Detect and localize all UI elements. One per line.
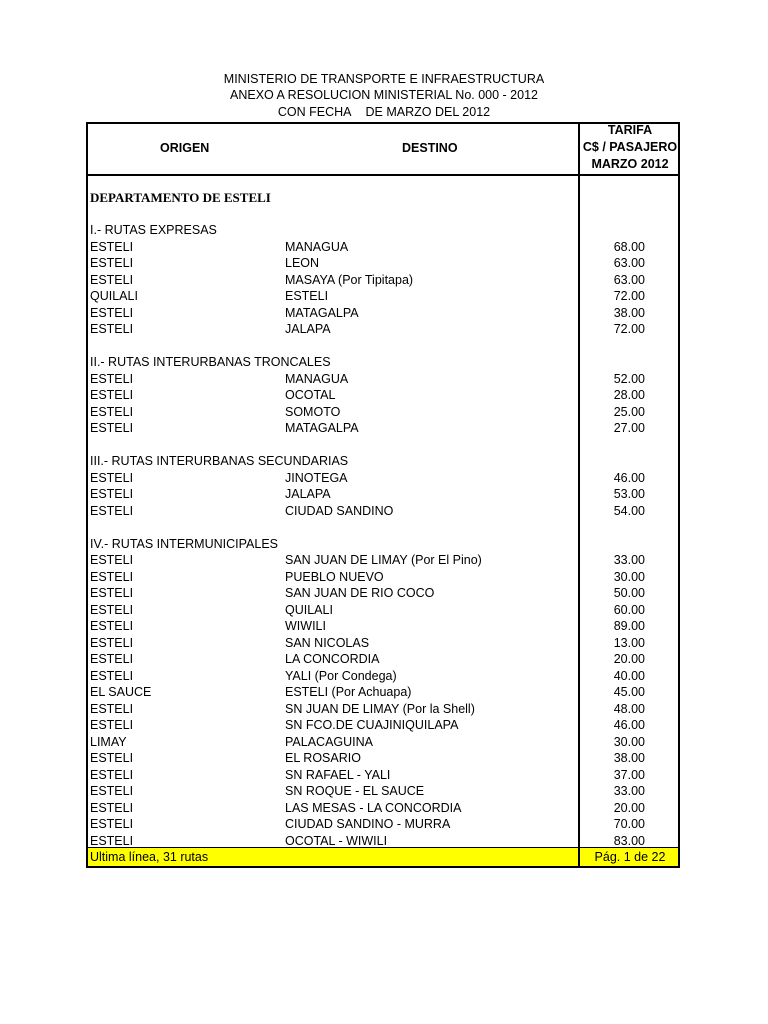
header-annex: ANEXO A RESOLUCION MINISTERIAL No. 000 - 2012 xyxy=(230,88,538,102)
destination-cell: JALAPA xyxy=(285,322,331,336)
fare-cell: 38.00 xyxy=(613,751,645,765)
destination-cell: PUEBLO NUEVO xyxy=(285,569,384,584)
header-date-label: CON FECHA xyxy=(277,105,352,119)
table-row xyxy=(88,420,678,437)
origin-cell: ESTELI xyxy=(90,553,134,567)
table-row xyxy=(88,486,678,503)
fare-cell: 13.00 xyxy=(613,635,645,650)
origin-cell: ESTELI xyxy=(90,718,134,732)
destination-cell: WIWILI xyxy=(285,619,326,633)
footer-page-number: Pág. 1 de 22 xyxy=(578,848,680,866)
origin-cell: ESTELI xyxy=(90,256,134,270)
table-row xyxy=(88,701,678,718)
section-label: III.- RUTAS INTERURBANAS SECUNDARIAS xyxy=(90,454,349,468)
origin-cell: ESTELI xyxy=(90,305,134,320)
destination-cell: QUILALI xyxy=(285,602,333,617)
destination-cell: CIUDAD SANDINO - MURRA xyxy=(285,817,451,831)
table-row xyxy=(88,668,678,685)
table-row xyxy=(88,717,678,734)
table-row xyxy=(88,816,678,833)
section-heading xyxy=(88,222,678,239)
origin-cell: ESTELI xyxy=(90,569,134,584)
tariff-table xyxy=(86,122,680,868)
blank-row xyxy=(88,338,678,355)
table-row xyxy=(88,750,678,767)
section-label: I.- RUTAS EXPRESAS xyxy=(90,223,217,237)
fare-cell: 68.00 xyxy=(613,239,645,254)
origin-cell: ESTELI xyxy=(90,767,134,782)
origin-cell: ESTELI xyxy=(90,421,134,435)
destination-cell: LA CONCORDIA xyxy=(285,652,380,666)
fare-cell: 52.00 xyxy=(613,371,645,386)
section-heading xyxy=(88,354,678,371)
destination-cell: LAS MESAS - LA CONCORDIA xyxy=(285,800,462,815)
origin-cell: ESTELI xyxy=(90,586,134,600)
table-row xyxy=(88,684,678,701)
fare-cell: 89.00 xyxy=(613,619,645,633)
header-divider xyxy=(88,174,678,176)
fare-cell: 60.00 xyxy=(613,602,645,617)
origin-cell: ESTELI xyxy=(90,503,134,518)
origin-cell: QUILALI xyxy=(90,289,138,303)
fare-cell: 40.00 xyxy=(613,668,645,683)
destination-cell: SAN NICOLAS xyxy=(285,635,370,650)
origin-cell: ESTELI xyxy=(90,668,134,683)
destination-cell: YALI (Por Condega) xyxy=(285,668,397,683)
destination-cell: SAN JUAN DE RIO COCO xyxy=(285,586,435,600)
destination-cell: JALAPA xyxy=(285,487,331,501)
table-row xyxy=(88,569,678,586)
tarifa-header-line1: TARIFA xyxy=(607,123,653,137)
tarifa-header-line2: C$ / PASAJERO xyxy=(582,140,678,154)
fare-cell: 33.00 xyxy=(613,553,645,567)
fare-cell: 54.00 xyxy=(613,503,645,518)
header-ministry: MINISTERIO DE TRANSPORTE E INFRAESTRUCTURA xyxy=(223,72,545,86)
fare-cell: 46.00 xyxy=(613,470,645,485)
tarifa-header-line3: MARZO 2012 xyxy=(591,157,669,171)
table-row xyxy=(88,635,678,652)
destination-cell: MASAYA (Por Tipitapa) xyxy=(285,272,414,287)
origin-cell: ESTELI xyxy=(90,817,134,831)
fare-cell: 48.00 xyxy=(613,701,645,716)
table-row xyxy=(88,651,678,668)
table-footer xyxy=(88,847,678,866)
department-title: DEPARTAMENTO DE ESTELI xyxy=(90,190,271,205)
fare-cell: 20.00 xyxy=(613,652,645,666)
origin-cell: ESTELI xyxy=(90,371,134,386)
origin-cell: ESTELI xyxy=(90,388,134,402)
fare-cell: 70.00 xyxy=(613,817,645,831)
fare-cell: 30.00 xyxy=(613,569,645,584)
column-header-tarifa xyxy=(580,122,680,173)
origin-cell: ESTELI xyxy=(90,701,134,716)
destination-cell: SOMOTO xyxy=(285,404,341,419)
footer-route-count: Ultima línea, 31 rutas xyxy=(90,850,209,864)
destination-cell: MANAGUA xyxy=(285,371,349,386)
origin-cell: ESTELI xyxy=(90,322,134,336)
fare-cell: 38.00 xyxy=(613,305,645,320)
table-row xyxy=(88,321,678,338)
destination-cell: OCOTAL xyxy=(285,388,336,402)
table-row xyxy=(88,272,678,289)
origin-cell: ESTELI xyxy=(90,833,134,848)
table-row xyxy=(88,255,678,272)
destination-cell: SN ROQUE - EL SAUCE xyxy=(285,784,425,798)
table-row xyxy=(88,585,678,602)
table-row xyxy=(88,371,678,388)
column-header-destino: DESTINO xyxy=(402,141,458,155)
table-row xyxy=(88,618,678,635)
destination-cell: MANAGUA xyxy=(285,239,349,254)
origin-cell: ESTELI xyxy=(90,619,134,633)
fare-cell: 33.00 xyxy=(613,784,645,798)
fare-cell: 72.00 xyxy=(613,322,645,336)
destination-cell: EL ROSARIO xyxy=(285,751,361,765)
table-row xyxy=(88,503,678,520)
origin-cell: EL SAUCE xyxy=(90,685,152,699)
fare-cell: 83.00 xyxy=(613,833,645,848)
origin-cell: ESTELI xyxy=(90,800,134,815)
table-row xyxy=(88,800,678,817)
fare-cell: 28.00 xyxy=(613,388,645,402)
destination-cell: PALACAGUINA xyxy=(285,734,373,749)
destination-cell: OCOTAL - WIWILI xyxy=(285,833,388,848)
origin-cell: ESTELI xyxy=(90,404,134,419)
table-row xyxy=(88,734,678,751)
section-heading xyxy=(88,536,678,553)
destination-cell: ESTELI xyxy=(285,289,329,303)
table-row xyxy=(88,288,678,305)
column-header-origen: ORIGEN xyxy=(160,141,210,155)
fare-cell: 72.00 xyxy=(613,289,645,303)
fare-cell: 25.00 xyxy=(613,404,645,419)
fare-cell: 45.00 xyxy=(613,685,645,699)
origin-cell: ESTELI xyxy=(90,784,134,798)
origin-cell: ESTELI xyxy=(90,239,134,254)
origin-cell: ESTELI xyxy=(90,487,134,501)
origin-cell: LIMAY xyxy=(90,734,127,749)
destination-cell: SN FCO.DE CUAJINIQUILAPA xyxy=(285,718,459,732)
origin-cell: ESTELI xyxy=(90,470,134,485)
origin-cell: ESTELI xyxy=(90,635,134,650)
table-row xyxy=(88,552,678,569)
table-row xyxy=(88,470,678,487)
section-label: IV.- RUTAS INTERMUNICIPALES xyxy=(90,536,278,551)
fare-cell: 37.00 xyxy=(613,767,645,782)
destination-cell: MATAGALPA xyxy=(285,421,359,435)
blank-row xyxy=(88,519,678,536)
origin-cell: ESTELI xyxy=(90,602,134,617)
origin-cell: ESTELI xyxy=(90,751,134,765)
table-row xyxy=(88,602,678,619)
destination-cell: SN JUAN DE LIMAY (Por la Shell) xyxy=(285,701,475,716)
table-row xyxy=(88,783,678,800)
section-heading xyxy=(88,453,678,470)
destination-cell: ESTELI (Por Achuapa) xyxy=(285,685,412,699)
origin-cell: ESTELI xyxy=(90,272,134,287)
fare-cell: 27.00 xyxy=(613,421,645,435)
origin-cell: ESTELI xyxy=(90,652,134,666)
blank-row xyxy=(88,437,678,454)
fare-cell: 46.00 xyxy=(613,718,645,732)
destination-cell: JINOTEGA xyxy=(285,470,348,485)
fare-cell: 50.00 xyxy=(613,586,645,600)
fare-cell: 20.00 xyxy=(613,800,645,815)
routes-list xyxy=(88,222,678,849)
section-label: II.- RUTAS INTERURBANAS TRONCALES xyxy=(90,355,331,369)
fare-cell: 30.00 xyxy=(613,734,645,749)
header-date-value: DE MARZO DEL 2012 xyxy=(365,105,491,119)
destination-cell: MATAGALPA xyxy=(285,305,359,320)
fare-cell: 63.00 xyxy=(613,256,645,270)
table-row xyxy=(88,305,678,322)
fare-cell: 53.00 xyxy=(613,487,645,501)
fare-cell: 63.00 xyxy=(613,272,645,287)
destination-cell: SAN JUAN DE LIMAY (Por El Pino) xyxy=(285,553,482,567)
header-date xyxy=(0,104,768,120)
destination-cell: SN RAFAEL - YALI xyxy=(285,767,391,782)
table-row xyxy=(88,387,678,404)
destination-cell: CIUDAD SANDINO xyxy=(285,503,394,518)
table-row xyxy=(88,239,678,256)
table-row xyxy=(88,404,678,421)
table-row xyxy=(88,767,678,784)
destination-cell: LEON xyxy=(285,256,320,270)
